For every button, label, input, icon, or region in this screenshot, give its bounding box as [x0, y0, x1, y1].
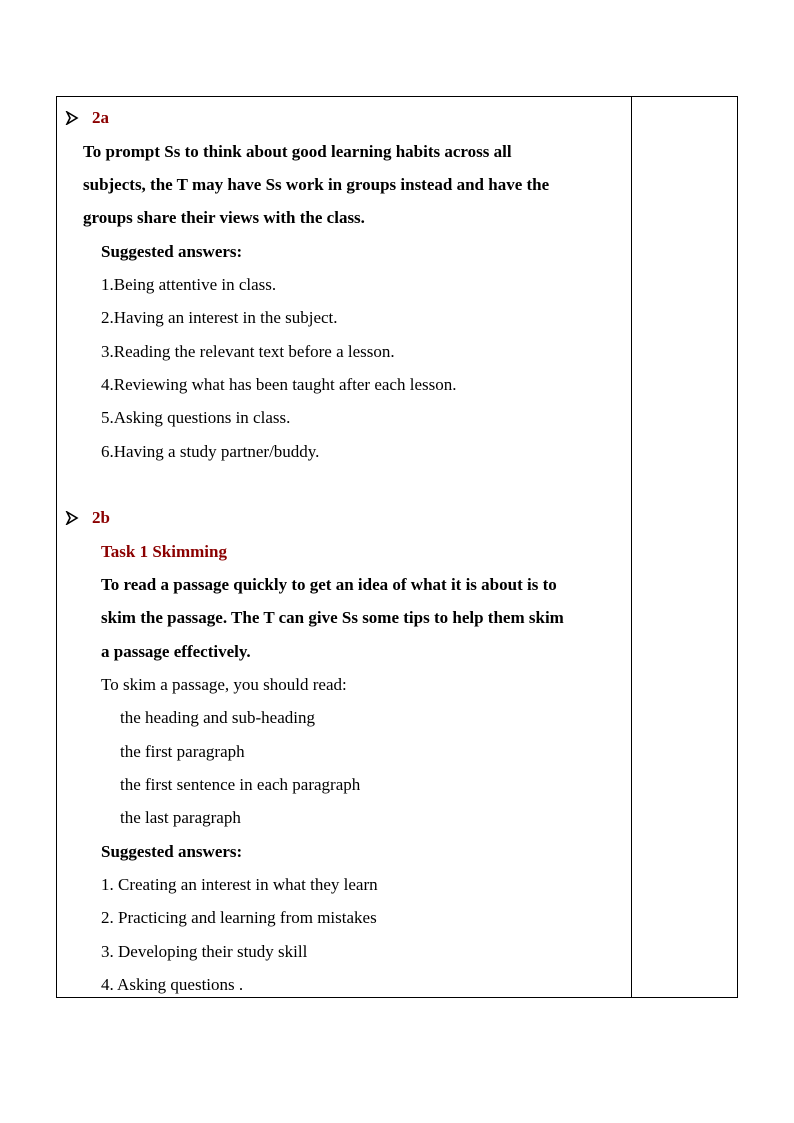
- section-2b-answers-label: Suggested answers:: [101, 842, 243, 861]
- section-2b-intro-line: skim the passage. The T can give Ss some tips to help them skim: [101, 608, 564, 627]
- column-divider: [631, 97, 632, 997]
- section-2a-heading: 2a: [92, 108, 109, 127]
- skim-item: the first paragraph: [120, 742, 245, 761]
- section-2a-intro-line: To prompt Ss to think about good learning habits across all: [83, 142, 512, 161]
- arrow-bullet-icon: [65, 511, 79, 525]
- skim-intro: To skim a passage, you should read:: [101, 675, 347, 694]
- section-2b-answer: 2. Practicing and learning from mistakes: [101, 908, 377, 927]
- section-2b-answer: 4. Asking questions .: [101, 975, 244, 994]
- section-2a-answer: 6.Having a study partner/buddy.: [101, 442, 320, 461]
- section-2a-intro-line: groups share their views with the class.: [83, 208, 365, 227]
- skim-item: the heading and sub-heading: [120, 708, 315, 727]
- skim-item: the first sentence in each paragraph: [120, 775, 361, 794]
- section-2b-heading: 2b: [92, 508, 110, 527]
- section-2a-intro-line: subjects, the T may have Ss work in groups instead and have the: [83, 175, 550, 194]
- section-2b-answer: 3. Developing their study skill: [101, 942, 308, 961]
- section-2a-answer: 5.Asking questions in class.: [101, 408, 291, 427]
- section-2a-answer: 3.Reading the relevant text before a lesson.: [101, 342, 395, 361]
- section-2a-answer: 2.Having an interest in the subject.: [101, 308, 338, 327]
- section-2b-intro-line: To read a passage quickly to get an idea of what it is about is to: [101, 575, 557, 594]
- section-2a-answers-label: Suggested answers:: [101, 242, 243, 261]
- arrow-bullet-icon: [65, 111, 79, 125]
- section-2b-intro-line: a passage effectively.: [101, 642, 251, 661]
- skim-item: the last paragraph: [120, 808, 241, 827]
- task-title: Task 1 Skimming: [101, 542, 227, 561]
- section-2a-answer: 1.Being attentive in class.: [101, 275, 277, 294]
- lesson-table: [56, 96, 738, 998]
- section-2a-answer: 4.Reviewing what has been taught after each lesson.: [101, 375, 457, 394]
- section-2b-answer: 1. Creating an interest in what they learn: [101, 875, 378, 894]
